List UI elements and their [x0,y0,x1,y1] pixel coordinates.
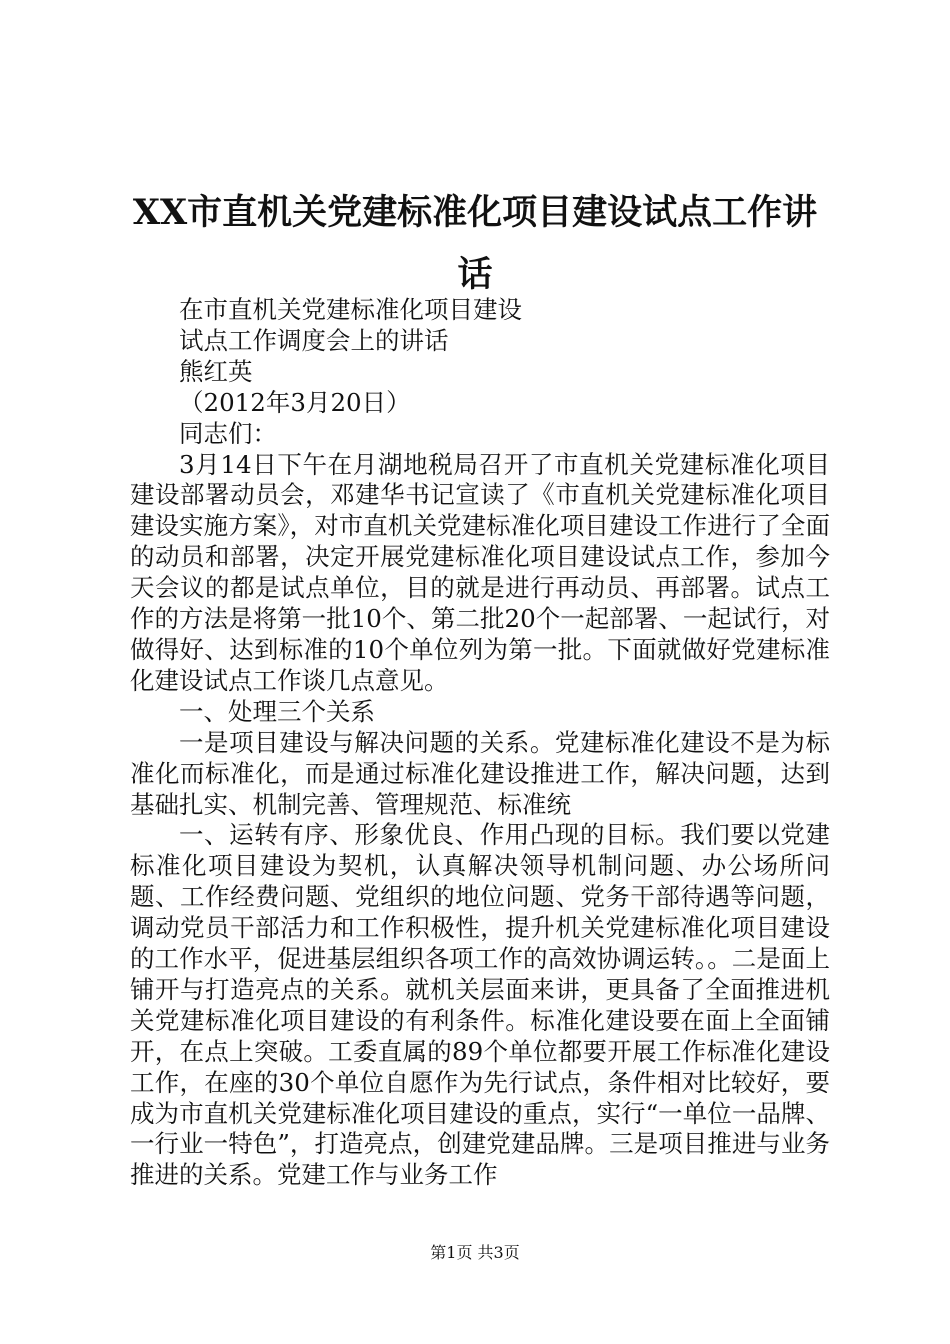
speech-date: （2012年3月20日） [179,387,411,417]
document-body [130,295,830,1191]
salutation: 同志们： [179,418,277,448]
speech-heading-line-1: 在市直机关党建标准化项目建设 [179,295,522,324]
paragraph-relation-continued: 一、运转有序、形象优良、作用凸现的目标。我们要以党建标准化项目建设为契机，认真解决领导机制问题、办公场所问题、工作经费问题、党组织的地位问题、党务干部待遇等问题，调动党员干部活力和工作积极性，提升机关党建标准化项目建设的工作水平，促进基层组织各项工作的高效协调运转。。二是面上铺开与打造亮点的关系。就机关层面来讲，更具备了全面推进机关党建标准化项目建设的有利条件。标准化建设要在面上全面铺开，在点上突破。工委直属的89个单位都要开展工作标准化建设工作，在座的30个单位自愿作为先行试点，条件相对比较好，要成为市直机关党建标准化项目建设的重点，实行“一单位一品牌、一行业一特色”，打造亮点，创建党建品牌。三是项目推进与业务推进的关系。党建工作与业务工作 [130,820,830,1190]
page-footer: 第1页 共3页 [430,1243,520,1262]
speaker-name: 熊红英 [179,356,253,386]
paragraph-intro: 3月14日下午在月湖地税局召开了市直机关党建标准化项目建设部署动员会，邓建华书记宣读了《市直机关党建标准化项目建设实施方案》，对市直机关党建标准化项目建设工作进行了全面的动员和部署，决定开展党建标准化项目建设试点工作，参加今天会议的都是试点单位，目的就是进行再动员、再部署。试点工作的方法是将第一批10个、第二批20个一起部署、一起试行，对做得好、达到标准的10个单位列为第一批。下面就做好党建标准化建设试点工作谈几点意见。 [130,449,830,695]
paragraph-relation-1: 一是项目建设与解决问题的关系。党建标准化建设不是为标准化而标准化，而是通过标准化建设推进工作，解决问题，达到基础扎实、机制完善、管理规范、标准统 [130,727,830,819]
document-title: XX市直机关党建标准化项目建设试点工作讲话 [132,192,818,295]
section-heading: 一、处理三个关系 [179,696,375,726]
speech-heading-line-2: 试点工作调度会上的讲话 [179,325,449,355]
